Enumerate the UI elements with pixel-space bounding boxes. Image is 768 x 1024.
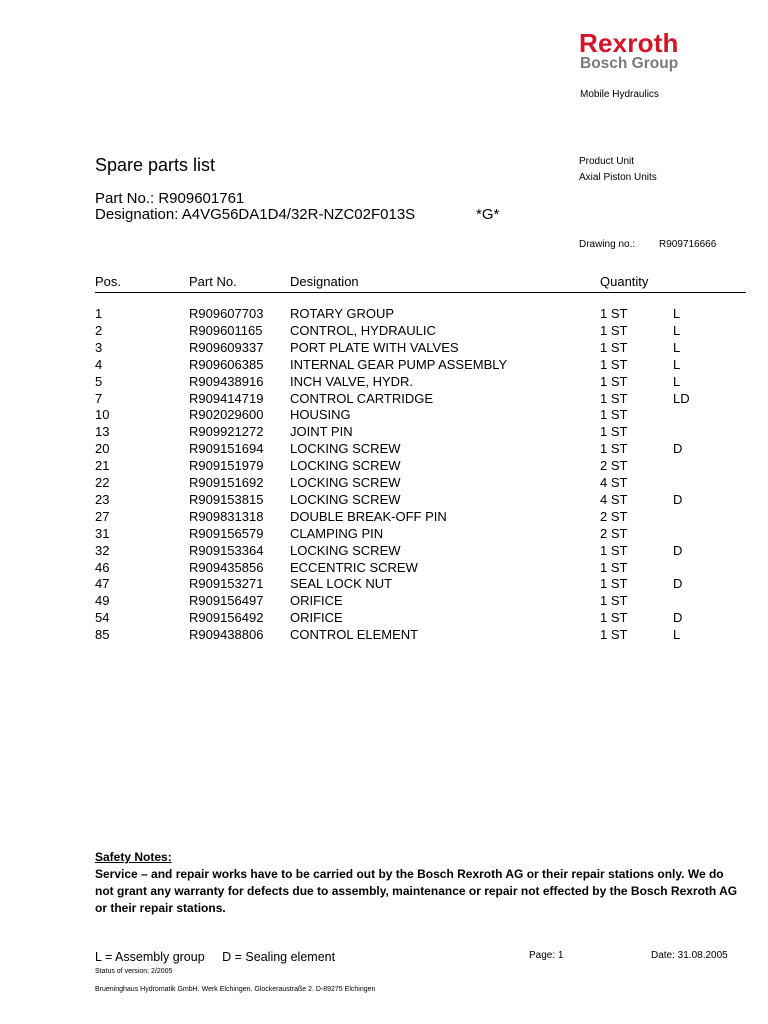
table-row [0,357,768,374]
legend-assembly-group: L = Assembly group [95,950,205,964]
cell-quantity: 1 ST [600,627,628,643]
cell-flag: L [673,627,681,643]
document-date: Date: 31.08.2005 [651,950,728,961]
cell-designation: ORIFICE [290,593,343,609]
cell-part-no: R909151692 [189,475,264,490]
division-label: Mobile Hydraulics [580,89,659,100]
cell-designation: LOCKING SCREW [290,542,401,558]
cell-flag: L [673,322,681,338]
column-header-designation: Designation [290,274,359,289]
cell-flag: D [673,542,683,558]
table-row [0,306,768,323]
table-row [0,323,768,340]
cell-pos: 47 [95,576,110,592]
cell-quantity: 1 ST [600,593,628,609]
cell-part-no: R909609337 [189,339,264,355]
cell-part-no: R909153271 [189,576,264,592]
cell-designation: CONTROL CARTRIDGE [290,390,434,406]
cell-part-no: R902029600 [189,407,264,423]
table-row [0,560,768,577]
bosch-group-label: Bosch Group [580,55,679,72]
cell-pos: 13 [95,424,110,440]
cell-designation: LOCKING SCREW [290,475,401,490]
cell-part-no: R909156497 [189,593,264,609]
cell-part-no: R909438916 [189,373,264,389]
cell-quantity: 1 ST [600,576,628,592]
table-row [0,374,768,391]
cell-part-no: R909601165 [189,322,263,338]
cell-pos: 2 [95,322,103,338]
cell-pos: 23 [95,491,110,507]
safety-notes-text: Service – and repair works have to be carried out by the Bosch Rexroth AG or their repair stations only. We do not grant any warranty for defects due to assembly, maintenance or repair not effected by the Bosch Rexroth AG or their repair stations. [95,867,738,915]
cell-pos: 27 [95,508,110,524]
cell-flag: D [673,441,683,457]
cell-quantity: 1 ST [600,610,628,626]
cell-quantity: 1 ST [600,441,628,457]
cell-quantity: 1 ST [600,306,628,321]
cell-designation: INCH VALVE, HYDR. [290,373,414,389]
cell-designation: SEAL LOCK NUT [290,576,393,592]
cell-part-no: R909831318 [189,508,264,524]
cell-part-no: R909153815 [189,491,264,507]
table-row [0,576,768,593]
cell-pos: 54 [95,610,110,626]
cell-flag: L [673,373,681,389]
cell-pos: 32 [95,542,110,558]
table-row [0,424,768,441]
cell-designation: CLAMPING PIN [290,525,384,541]
header-divider [95,292,746,293]
legend-sealing-element: D = Sealing element [222,950,336,964]
cell-part-no: R909438806 [189,627,264,643]
cell-designation: CONTROL, HYDRAULIC [290,322,436,338]
cell-quantity: 1 ST [600,542,628,558]
cell-pos: 1 [95,306,103,321]
cell-quantity: 2 ST [600,458,628,474]
cell-part-no: R909607703 [189,306,264,321]
cell-quantity: 1 ST [600,356,628,372]
table-row [0,407,768,424]
cell-designation: ROTARY GROUP [290,306,395,321]
column-header-part-no: Part No. [189,274,237,289]
cell-quantity: 1 ST [600,373,628,389]
cell-designation: PORT PLATE WITH VALVES [290,339,459,355]
cell-designation: INTERNAL GEAR PUMP ASSEMBLY [290,356,508,372]
cell-flag: D [673,576,683,592]
part-number: Part No.: R909601761 [95,190,245,207]
safety-notes-title: Safety Notes: [95,850,172,864]
table-row [0,627,768,644]
column-header-quantity: Quantity [600,274,649,289]
page-number: Page: 1 [529,950,564,961]
table-row [0,593,768,610]
cell-part-no: R909921272 [189,424,264,440]
cell-part-no: R909606385 [189,356,264,372]
legend [95,950,349,964]
cell-designation: ECCENTRIC SCREW [290,559,418,575]
table-row [0,526,768,543]
cell-pos: 85 [95,627,110,643]
cell-pos: 46 [95,559,110,575]
table-row [0,610,768,627]
cell-designation: DOUBLE BREAK-OFF PIN [290,508,447,524]
cell-designation: LOCKING SCREW [290,458,401,474]
cell-quantity: 2 ST [600,508,628,524]
company-address: Brueninghaus Hydromatik GmbH. Werk Elchingen. Glockeraustraße 2. D-89275 Elchingen [95,986,376,993]
cell-flag: L [673,306,681,321]
table-row [0,475,768,492]
cell-pos: 20 [95,441,110,457]
table-row [0,391,768,408]
drawing-no-value: R909716666 [659,239,717,250]
cell-part-no: R909414719 [189,390,264,406]
cell-designation: HOUSING [290,407,351,423]
cell-pos: 49 [95,593,110,609]
cell-quantity: 1 ST [600,424,628,440]
cell-pos: 22 [95,475,110,490]
cell-part-no: R909435856 [189,559,264,575]
table-row [0,441,768,458]
drawing-no-label: Drawing no.: [579,239,636,250]
table-row [0,543,768,560]
product-unit-label: Product Unit [579,156,635,167]
cell-quantity: 4 ST [600,475,628,490]
cell-designation: ORIFICE [290,610,343,626]
table-row [0,458,768,475]
cell-flag: L [673,356,681,372]
cell-flag: LD [673,390,690,406]
cell-quantity: 1 ST [600,407,628,423]
cell-part-no: R909156492 [189,610,264,626]
cell-quantity: 1 ST [600,322,628,338]
cell-part-no: R909153364 [189,542,264,558]
cell-designation: JOINT PIN [290,424,353,440]
cell-pos: 4 [95,356,103,372]
cell-pos: 3 [95,339,103,355]
cell-part-no: R909156579 [189,525,264,541]
cell-flag: D [673,610,683,626]
cell-quantity: 4 ST [600,491,628,507]
cell-pos: 10 [95,407,110,423]
cell-part-no: R909151694 [189,441,264,457]
cell-pos: 5 [95,373,103,389]
rexroth-logo: Rexroth [579,28,679,58]
cell-designation: CONTROL ELEMENT [290,627,419,643]
cell-designation: LOCKING SCREW [290,441,401,457]
designation-code: *G* [476,206,500,223]
cell-quantity: 2 ST [600,525,628,541]
designation: Designation: A4VG56DA1D4/32R-NZC02F013S [95,206,416,223]
cell-pos: 7 [95,390,103,406]
table-row [0,509,768,526]
cell-flag: D [673,491,683,507]
cell-quantity: 1 ST [600,390,628,406]
cell-flag: L [673,339,681,355]
cell-pos: 31 [95,525,110,541]
cell-designation: LOCKING SCREW [290,491,401,507]
cell-quantity: 1 ST [600,559,628,575]
cell-pos: 21 [95,458,110,474]
column-header-pos: Pos. [95,274,122,289]
page-title: Spare parts list [95,155,216,175]
table-row [0,492,768,509]
cell-quantity: 1 ST [600,339,628,355]
cell-part-no: R909151979 [189,458,264,474]
table-row [0,340,768,357]
version-status: Status of version: 2/2005 [95,968,173,975]
product-unit-value: Axial Piston Units [579,172,657,183]
